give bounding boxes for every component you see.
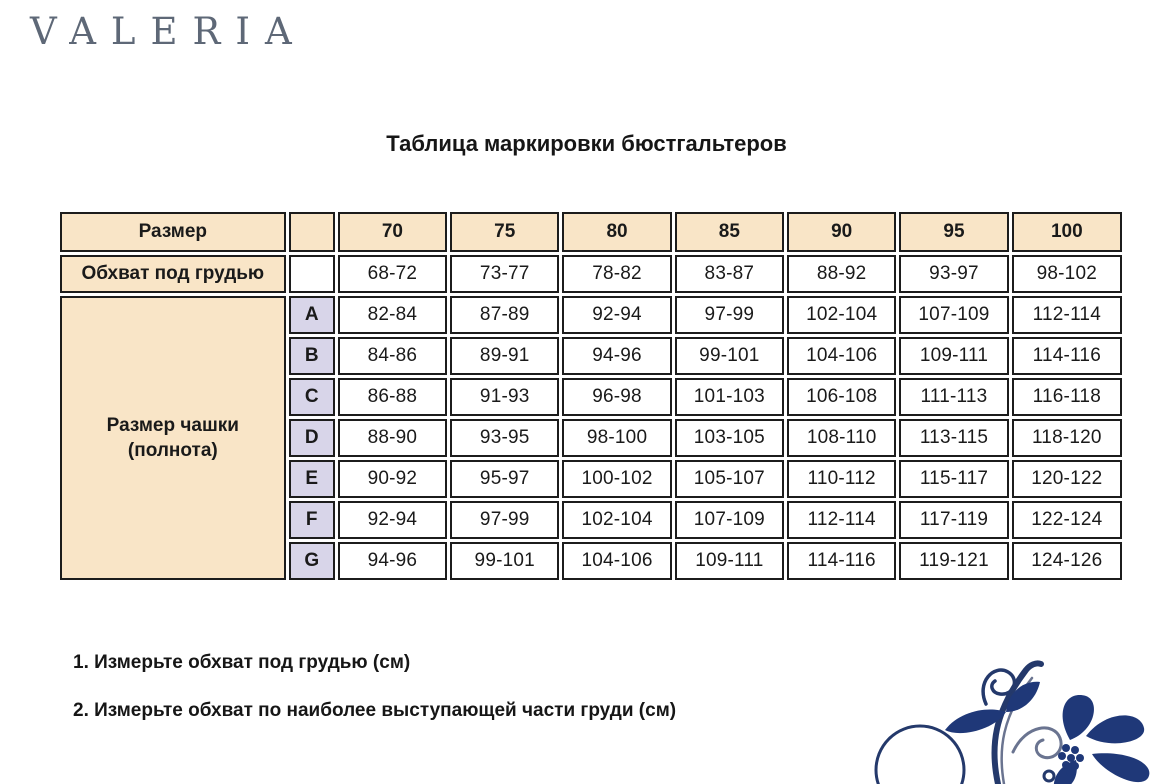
bust-range-cell: 102-104 <box>562 501 671 539</box>
cup-label-line1: Размер чашки <box>106 415 239 436</box>
underbust-cell: 73-77 <box>450 255 559 293</box>
band-size-cell: 95 <box>899 212 1008 252</box>
cup-letter-cell: F <box>289 501 335 539</box>
band-size-cell: 85 <box>675 212 784 252</box>
underbust-cell: 88-92 <box>787 255 896 293</box>
empty-cell <box>289 255 335 293</box>
underbust-cell: 83-87 <box>675 255 784 293</box>
bust-range-cell: 99-101 <box>450 542 559 580</box>
bust-range-cell: 89-91 <box>450 337 559 375</box>
page-title: Таблица маркировки бюстгальтеров <box>386 131 787 156</box>
cup-size-merged-label <box>60 296 286 580</box>
cup-label-line2: (полнота) <box>127 440 218 461</box>
bust-range-cell: 102-104 <box>787 296 896 334</box>
bust-range-cell: 105-107 <box>675 460 784 498</box>
bust-range-cell: 96-98 <box>562 378 671 416</box>
bust-range-cell: 87-89 <box>450 296 559 334</box>
underbust-cell: 98-102 <box>1012 255 1122 293</box>
bust-range-cell: 112-114 <box>787 501 896 539</box>
bust-range-cell: 103-105 <box>675 419 784 457</box>
bust-range-cell: 104-106 <box>787 337 896 375</box>
underbust-cell: 78-82 <box>562 255 671 293</box>
bust-range-cell: 107-109 <box>675 501 784 539</box>
bust-range-cell: 110-112 <box>787 460 896 498</box>
underbust-row-label: Обхват под грудью <box>60 255 286 293</box>
bust-range-cell: 114-116 <box>1012 337 1122 375</box>
bust-range-cell: 86-88 <box>338 378 447 416</box>
bust-range-cell: 94-96 <box>562 337 671 375</box>
bust-range-cell: 118-120 <box>1012 419 1122 457</box>
bra-size-table <box>57 209 1125 583</box>
bust-range-cell: 109-111 <box>899 337 1008 375</box>
bust-range-cell: 104-106 <box>562 542 671 580</box>
cup-letter-cell: G <box>289 542 335 580</box>
bust-range-cell: 88-90 <box>338 419 447 457</box>
bust-range-cell: 114-116 <box>787 542 896 580</box>
bust-range-cell: 93-95 <box>450 419 559 457</box>
bust-range-cell: 119-121 <box>899 542 1008 580</box>
bust-range-cell: 91-93 <box>450 378 559 416</box>
bust-range-cell: 94-96 <box>338 542 447 580</box>
cup-letter-cell: D <box>289 419 335 457</box>
instruction-step-2: 2. Измерьте обхват по наиболее выступающей части груди (см) <box>73 700 677 721</box>
size-row-label: Размер <box>60 212 286 252</box>
cup-row-a <box>60 296 1122 334</box>
cup-letter-cell: A <box>289 296 335 334</box>
bust-range-cell: 117-119 <box>899 501 1008 539</box>
band-size-cell: 80 <box>562 212 671 252</box>
bust-range-cell: 101-103 <box>675 378 784 416</box>
cup-letter-cell: E <box>289 460 335 498</box>
bust-range-cell: 98-100 <box>562 419 671 457</box>
bust-range-cell: 122-124 <box>1012 501 1122 539</box>
bust-range-cell: 97-99 <box>450 501 559 539</box>
floral-swirl-ornament-icon <box>848 652 1173 784</box>
bust-range-cell: 109-111 <box>675 542 784 580</box>
bust-range-cell: 111-113 <box>899 378 1008 416</box>
band-size-cell: 70 <box>338 212 447 252</box>
measuring-instructions <box>73 649 676 745</box>
band-size-cell: 90 <box>787 212 896 252</box>
bust-range-cell: 92-94 <box>562 296 671 334</box>
empty-cell <box>289 212 335 252</box>
size-header-row <box>60 212 1122 252</box>
bust-range-cell: 112-114 <box>1012 296 1122 334</box>
underbust-row <box>60 255 1122 293</box>
bust-range-cell: 116-118 <box>1012 378 1122 416</box>
bust-range-cell: 99-101 <box>675 337 784 375</box>
bust-range-cell: 100-102 <box>562 460 671 498</box>
bust-range-cell: 92-94 <box>338 501 447 539</box>
cup-letter-cell: C <box>289 378 335 416</box>
underbust-cell: 93-97 <box>899 255 1008 293</box>
bust-range-cell: 115-117 <box>899 460 1008 498</box>
bust-range-cell: 84-86 <box>338 337 447 375</box>
bust-range-cell: 120-122 <box>1012 460 1122 498</box>
bust-range-cell: 90-92 <box>338 460 447 498</box>
bust-range-cell: 113-115 <box>899 419 1008 457</box>
bust-range-cell: 106-108 <box>787 378 896 416</box>
bust-range-cell: 108-110 <box>787 419 896 457</box>
underbust-cell: 68-72 <box>338 255 447 293</box>
instruction-step-1: 1. Измерьте обхват под грудью (см) <box>73 652 411 673</box>
bust-range-cell: 124-126 <box>1012 542 1122 580</box>
band-size-cell: 75 <box>450 212 559 252</box>
band-size-cell: 100 <box>1012 212 1122 252</box>
bust-range-cell: 97-99 <box>675 296 784 334</box>
bust-range-cell: 107-109 <box>899 296 1008 334</box>
bust-range-cell: 95-97 <box>450 460 559 498</box>
brand-logo: VALERIA <box>30 10 307 53</box>
bust-range-cell: 82-84 <box>338 296 447 334</box>
cup-letter-cell: B <box>289 337 335 375</box>
